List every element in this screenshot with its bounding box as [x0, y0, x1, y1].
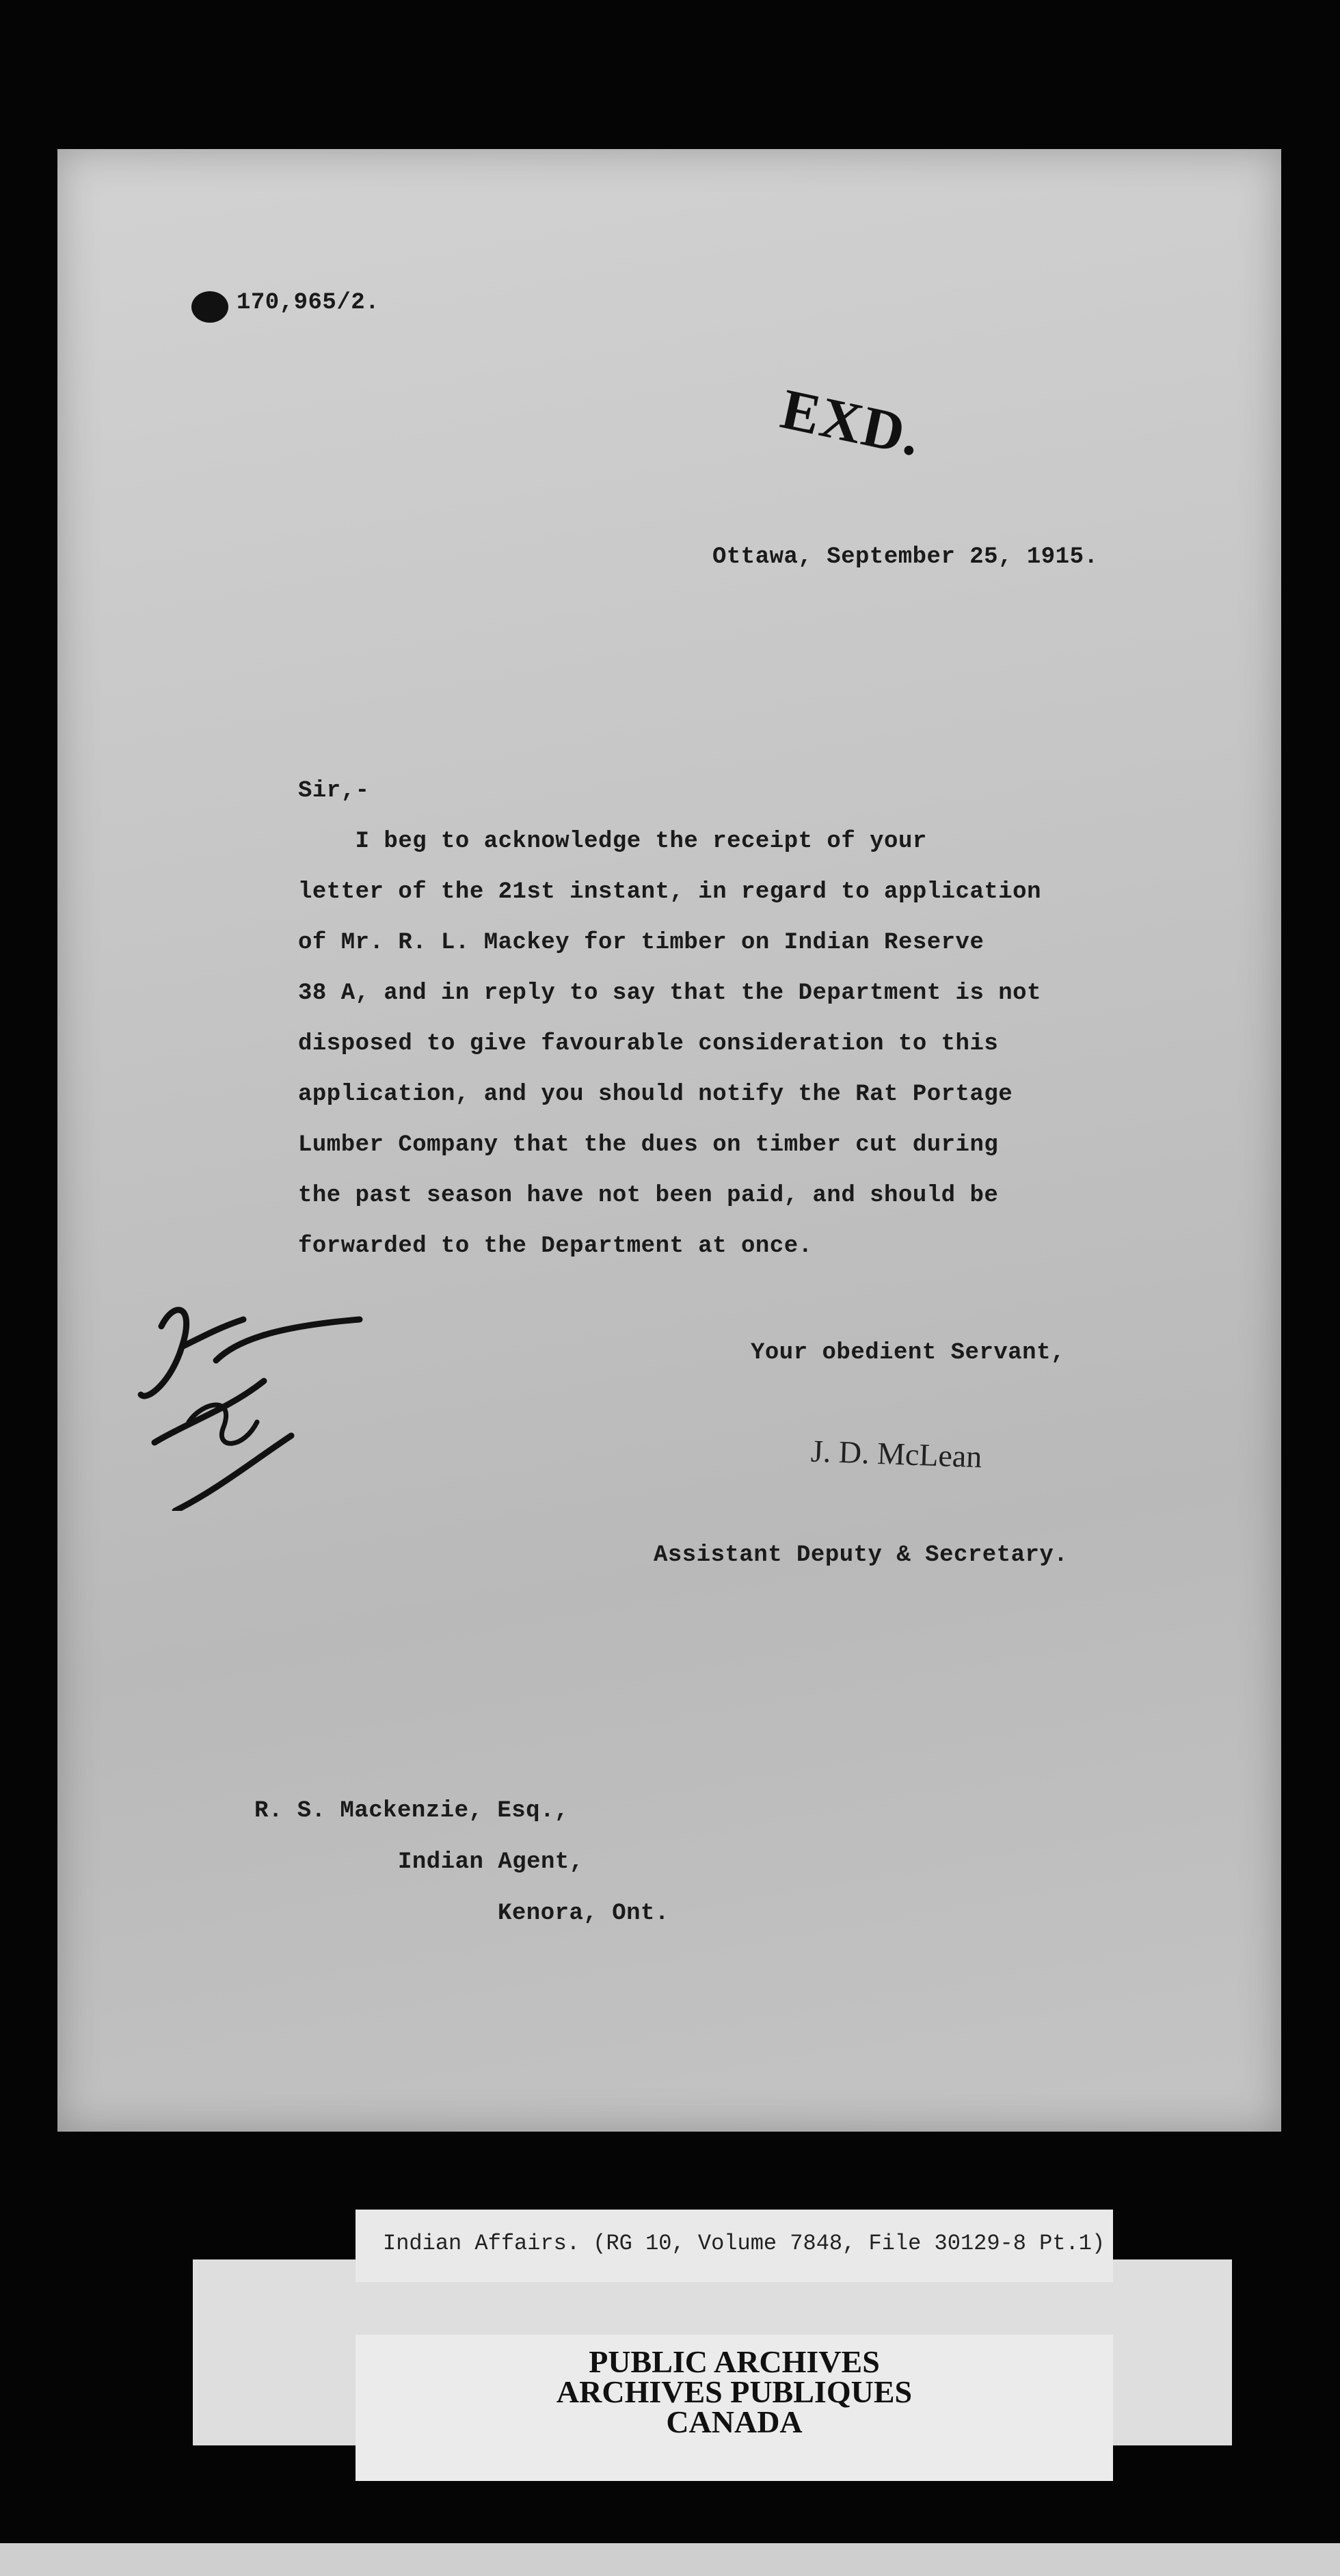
- body-line: I beg to acknowledge the receipt of your: [298, 829, 927, 855]
- file-reference: 170,965/2.: [237, 290, 380, 316]
- body-line: disposed to give favourable consideration to this: [298, 1031, 999, 1057]
- date-line: Ottawa, September 25, 1915.: [712, 544, 1099, 570]
- body-line: 38 A, and in reply to say that the Department is not: [298, 980, 1041, 1006]
- archive-reference: Indian Affairs. (RG 10, Volume 7848, File 30129-8 Pt.1): [383, 2231, 1106, 2256]
- address-line: Indian Agent,: [398, 1849, 584, 1875]
- film-edge: [0, 2543, 1340, 2576]
- body-line: application, and you should notify the Rat Portage: [298, 1082, 1013, 1108]
- body-line: Lumber Company that the dues on timber cut during: [298, 1132, 999, 1158]
- body-line: letter of the 21st instant, in regard to application: [298, 879, 1041, 905]
- address-line: R. S. Mackenzie, Esq.,: [254, 1798, 569, 1824]
- body-line: of Mr. R. L. Mackey for timber on Indian Reserve: [298, 930, 984, 956]
- signature: J. D. McLean: [810, 1433, 983, 1475]
- address-line: Kenora, Ont.: [498, 1901, 669, 1927]
- body-line: forwarded to the Department at once.: [298, 1233, 813, 1259]
- salutation: Sir,-: [298, 778, 370, 804]
- closing: Your obedient Servant,: [751, 1340, 1065, 1366]
- archive-label-line: CANADA: [666, 2404, 803, 2439]
- archive-label-line: ARCHIVES PUBLIQUES: [556, 2374, 913, 2409]
- body-line: the past season have not been paid, and should be: [298, 1183, 999, 1209]
- handwritten-initials: [134, 1285, 380, 1511]
- signatory-title: Assistant Deputy & Secretary.: [654, 1542, 1069, 1568]
- archive-label-line: PUBLIC ARCHIVES: [589, 2344, 880, 2379]
- exd-stamp: EXD.: [775, 377, 927, 469]
